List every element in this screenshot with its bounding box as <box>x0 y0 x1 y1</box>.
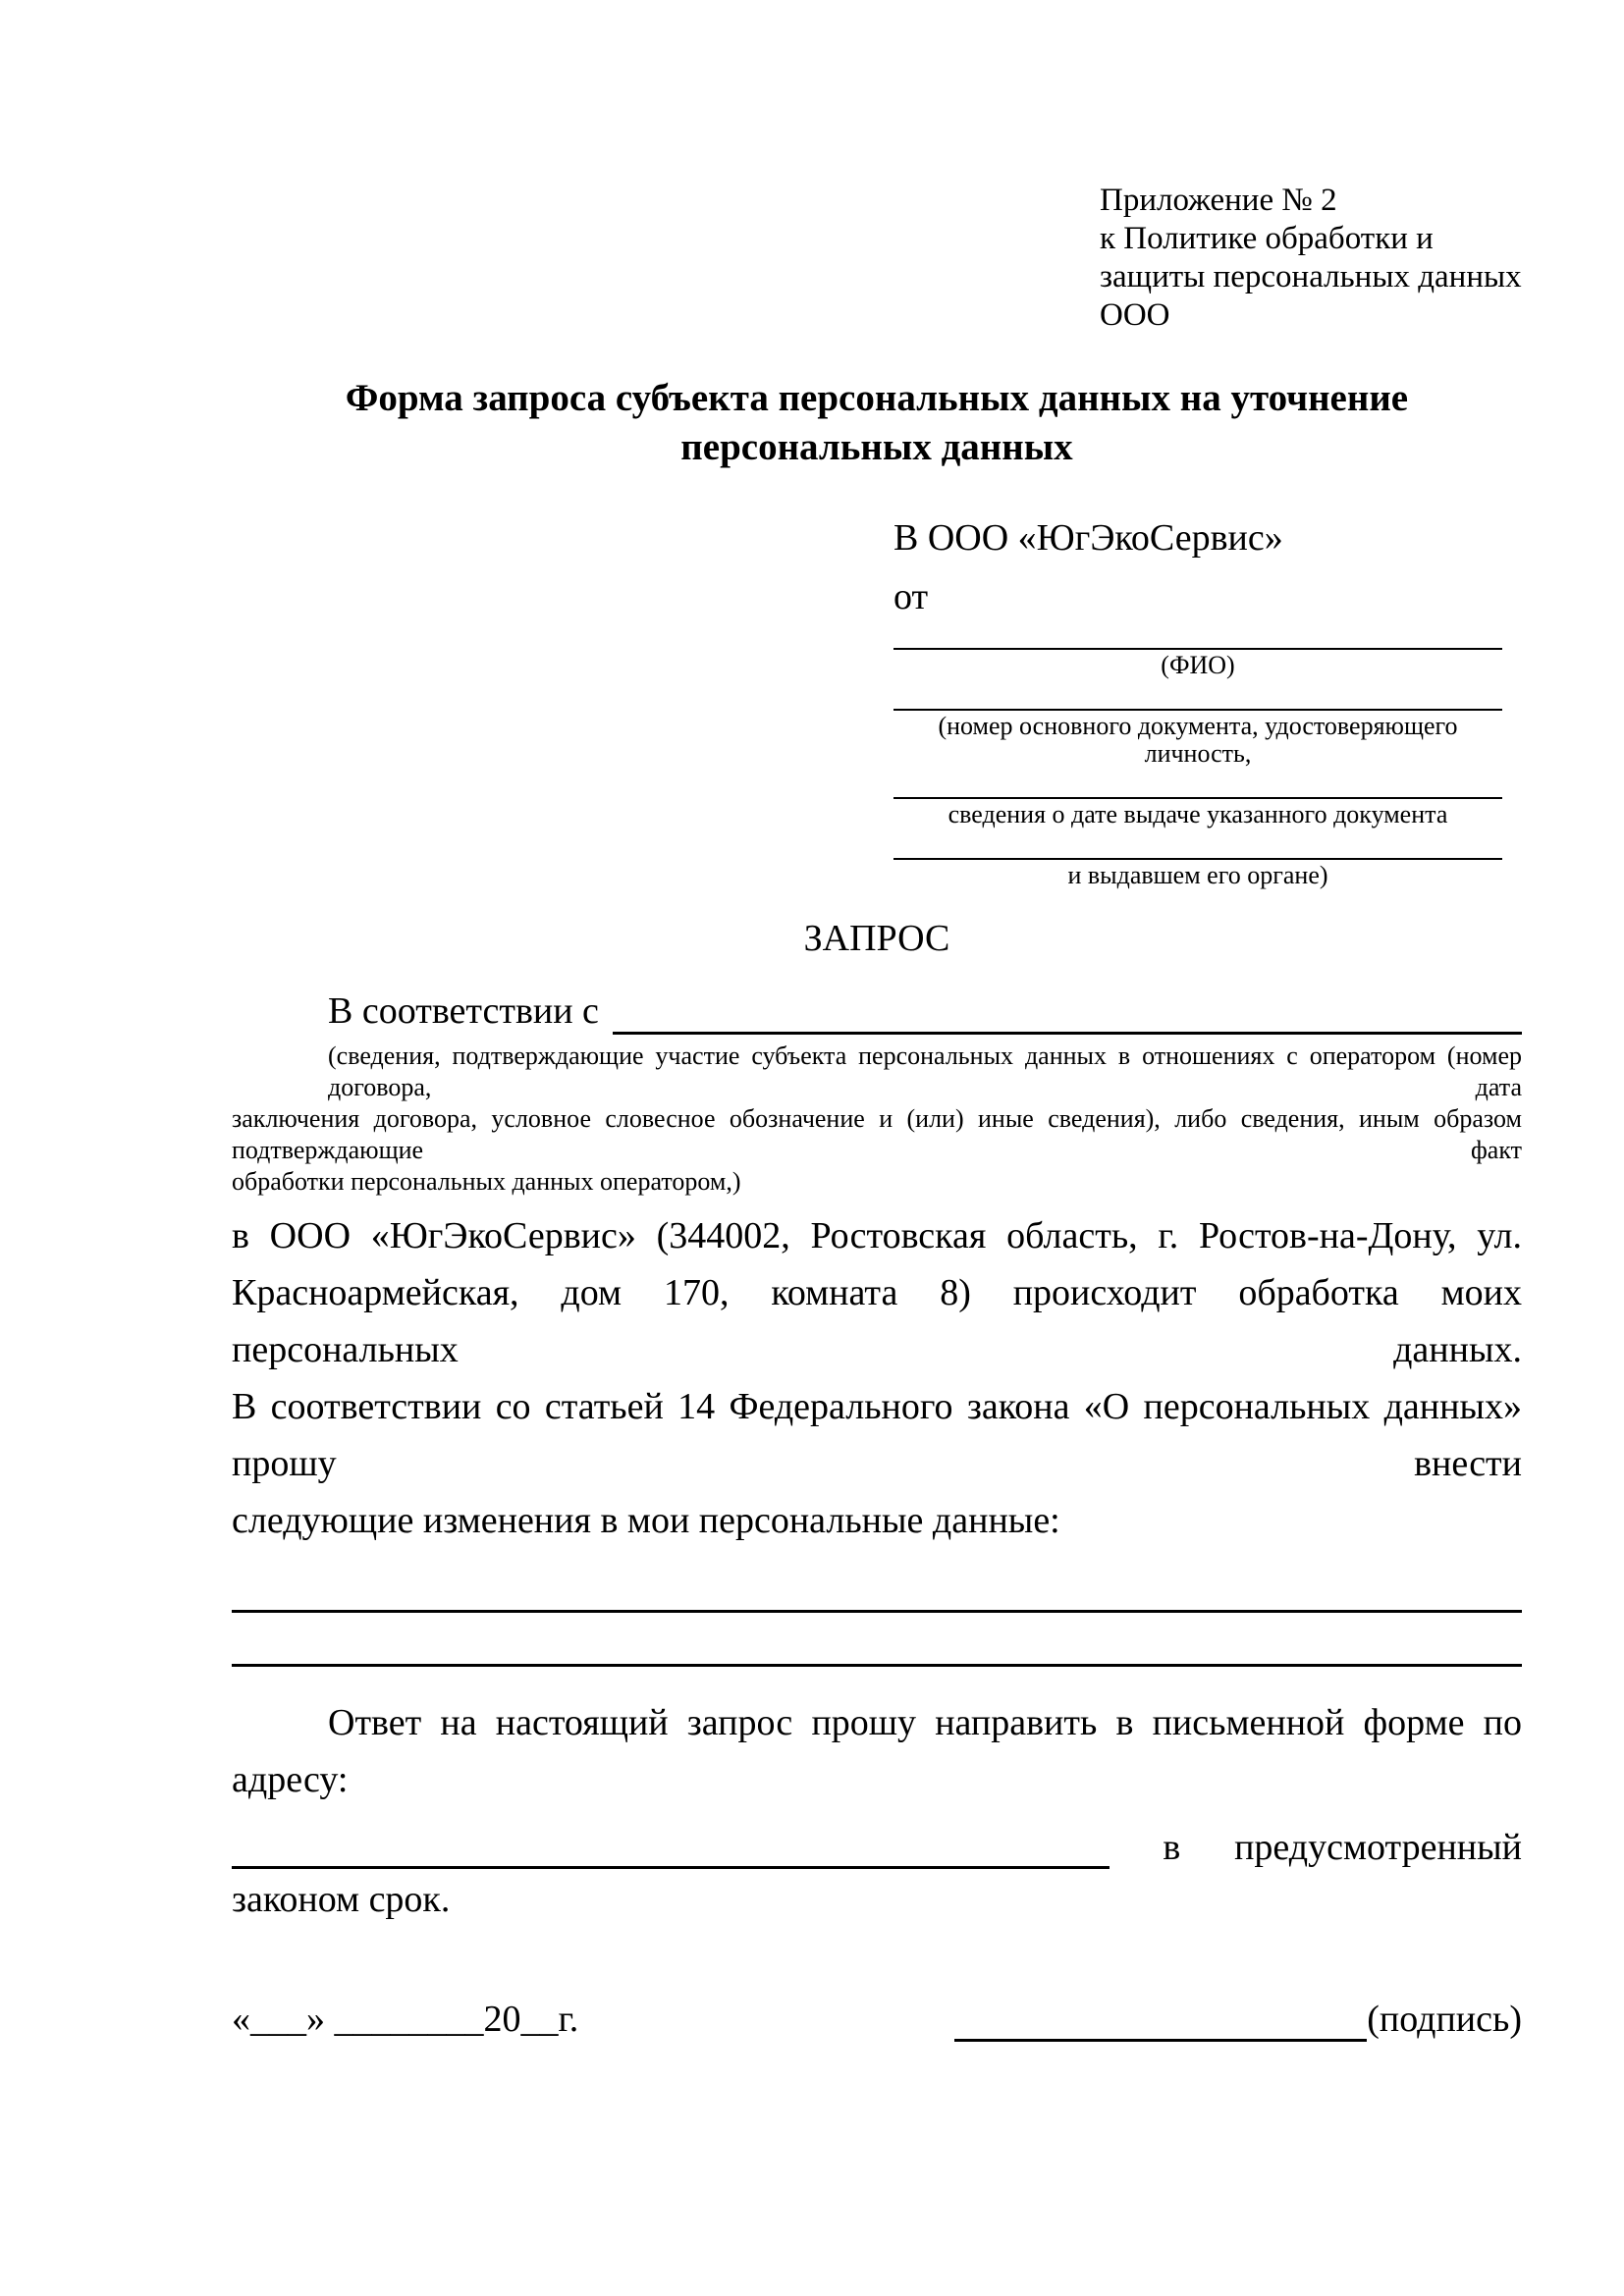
accordance-label: В соответствии с <box>328 990 599 1032</box>
appendix-note-line: к Политике обработки и <box>1100 221 1434 256</box>
date-signature-row <box>232 1997 1522 2042</box>
document-number-blank-line <box>893 679 1502 711</box>
body-line: следующие изменения в мои персональные данные: <box>232 1500 1060 1541</box>
request-heading: ЗАПРОС <box>803 918 950 959</box>
response-word-prescribed: предусмотренный <box>1234 1827 1522 1868</box>
appendix-note <box>1100 182 1522 335</box>
signature-blank-line <box>954 2000 1367 2042</box>
from-label: от <box>893 576 929 617</box>
addressee-organization: В ООО «ЮгЭкоСервис» <box>893 517 1283 559</box>
changes-blank-line <box>232 1559 1522 1613</box>
address-blank-line <box>232 1808 1110 1869</box>
appendix-note-line: ООО <box>1100 297 1170 333</box>
document-title <box>232 374 1522 472</box>
body-line: Красноармейская, дом 170, комната 8) происходит обработка моих персональных данных. <box>232 1272 1522 1370</box>
document-number-caption: (номер основного документа, удостоверяющего личность, <box>938 712 1458 768</box>
response-word-in: в <box>1163 1827 1181 1868</box>
body-line: В соответствии со статьей 14 Федерального закона «О персональных данных» прошу внести <box>232 1386 1522 1484</box>
signature-group <box>954 1997 1522 2042</box>
body-paragraph <box>232 1207 1522 1549</box>
document-title-line: Форма запроса субъекта персональных данных на уточнение <box>345 377 1409 419</box>
response-closing-line: законом срок. <box>232 1879 451 1920</box>
accordance-row <box>232 988 1522 1035</box>
issuing-authority-caption: и выдавшем его органе) <box>1067 861 1328 889</box>
document-title-line: персональных данных <box>680 426 1073 468</box>
fineprint-note <box>232 1041 1522 1198</box>
fineprint-line: заключения договора, условное словесное обозначение и (или) иные сведения), либо сведения, иным образом подтверждающие факт <box>232 1104 1522 1164</box>
fio-caption: (ФИО) <box>1161 651 1235 679</box>
fineprint-line: обработки персональных данных оператором,) <box>232 1167 741 1196</box>
issue-date-caption: сведения о дате выдаче указанного документа <box>947 800 1448 828</box>
appendix-note-line: защиты персональных данных <box>1100 259 1522 294</box>
addressee-block <box>893 516 1502 889</box>
changes-blank-line <box>232 1613 1522 1667</box>
fineprint-line: (сведения, подтверждающие участие субъекта персональных данных в отношениях с оператором (номер договора, дата <box>328 1041 1522 1101</box>
accordance-blank-line <box>613 988 1522 1035</box>
appendix-note-line: Приложение № 2 <box>1100 183 1337 218</box>
fio-blank-line <box>893 618 1502 650</box>
body-line: в ООО «ЮгЭкоСервис» (344002, Ростовская область, г. Ростов-на-Дону, ул. <box>232 1215 1522 1256</box>
response-request-line: Ответ на настоящий запрос прошу направить в письменной форме по адресу: <box>232 1702 1522 1800</box>
issuing-authority-blank-line <box>893 828 1502 860</box>
issue-date-blank-line <box>893 768 1502 799</box>
date-blank-line: «___» ________20__г. <box>232 1999 579 2040</box>
address-blank-row <box>232 1808 1522 1869</box>
signature-caption: (подпись) <box>1367 1999 1522 2040</box>
